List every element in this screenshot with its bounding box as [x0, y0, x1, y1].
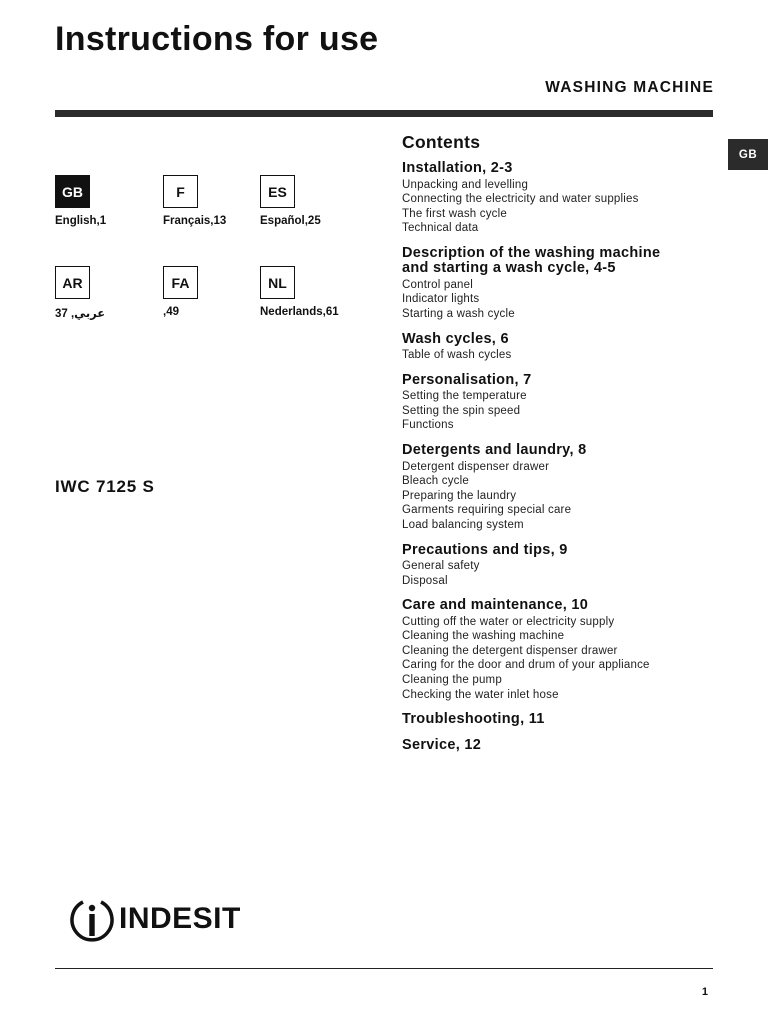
section-item[interactable]: Preparing the laundry [402, 489, 517, 502]
section-items [402, 178, 722, 236]
section-heading[interactable]: Detergents and laundry, 8 [402, 442, 587, 459]
language-label[interactable]: Nederlands,61 [260, 306, 339, 318]
contents-section [402, 543, 722, 589]
contents-section [402, 161, 722, 236]
section-heading[interactable]: Personalisation, 7 [402, 371, 532, 388]
page-number: 1 [701, 986, 708, 998]
language-label[interactable]: ,49 [163, 306, 179, 318]
language-label[interactable]: Français,13 [163, 215, 227, 227]
language-item-gb[interactable] [55, 175, 165, 227]
language-item-fa[interactable] [163, 266, 273, 318]
language-item-nl[interactable] [260, 266, 370, 318]
language-code-badge: GB [55, 175, 90, 208]
section-item[interactable]: Disposal [402, 574, 448, 587]
section-heading[interactable]: Service, 12 [402, 736, 482, 753]
section-items [402, 615, 722, 703]
language-label[interactable]: عربي, 37 [55, 308, 106, 320]
contents-sections [402, 161, 722, 753]
section-item[interactable]: Caring for the door and drum of your appliance [402, 659, 650, 672]
section-item[interactable]: Unpacking and levelling [402, 178, 529, 191]
section-heading[interactable]: Troubleshooting, 11 [402, 711, 545, 728]
section-items [402, 559, 722, 588]
language-code-badge: ES [260, 175, 295, 208]
section-item[interactable]: Cleaning the detergent dispenser drawer [402, 644, 618, 657]
contents-section [402, 443, 722, 532]
indesit-logo-icon [67, 894, 117, 944]
logo-wordmark: INDESIT [119, 902, 241, 935]
contents-section [402, 373, 722, 433]
contents-section [402, 332, 722, 363]
section-heading[interactable]: Precautions and tips, 9 [402, 541, 568, 558]
language-label[interactable]: English,1 [55, 215, 107, 227]
section-item[interactable]: Detergent dispenser drawer [402, 460, 550, 473]
section-item[interactable]: Starting a wash cycle [402, 308, 515, 321]
section-item[interactable]: Table of wash cycles [402, 349, 512, 362]
section-item[interactable]: Garments requiring special care [402, 504, 572, 517]
page-title: Instructions for use [55, 20, 379, 58]
section-item[interactable]: General safety [402, 560, 480, 572]
section-item[interactable]: Setting the spin speed [402, 404, 521, 417]
language-code-badge: NL [260, 266, 295, 299]
contents-title: Contents [402, 132, 481, 152]
section-items [402, 460, 722, 533]
section-items [402, 348, 722, 363]
language-label[interactable]: Español,25 [260, 215, 321, 227]
section-item[interactable]: Functions [402, 419, 454, 432]
section-heading[interactable]: Wash cycles, 6 [402, 330, 509, 347]
contents-section [402, 712, 722, 728]
section-items [402, 278, 722, 322]
section-item[interactable]: Cutting off the water or electricity supply [402, 615, 615, 628]
contents-section [402, 246, 722, 322]
section-item[interactable]: Connecting the electricity and water supplies [402, 193, 639, 206]
section-item[interactable]: Load balancing system [402, 518, 524, 531]
footer-divider [55, 968, 713, 969]
section-item[interactable]: Cleaning the pump [402, 674, 502, 687]
contents-panel [402, 132, 722, 763]
model-number: IWC 7125 S [55, 477, 155, 496]
header-divider [55, 110, 713, 117]
language-item-es[interactable] [260, 175, 370, 227]
language-item-ar[interactable] [55, 266, 165, 320]
section-item[interactable]: Bleach cycle [402, 475, 469, 488]
section-item[interactable]: Checking the water inlet hose [402, 688, 559, 701]
section-item[interactable]: The first wash cycle [402, 207, 507, 220]
section-items [402, 389, 722, 433]
section-item[interactable]: Cleaning the washing machine [402, 630, 565, 643]
indesit-logo [67, 894, 257, 944]
language-code-badge: FA [163, 266, 198, 299]
language-code-badge: AR [55, 266, 90, 299]
contents-section [402, 598, 722, 702]
page-subtitle: WASHING MACHINE [545, 79, 714, 96]
language-side-tab[interactable]: GB [728, 139, 768, 170]
section-heading[interactable]: Description of the washing machine and starting a wash cycle, 4-5 [402, 244, 661, 277]
language-item-f[interactable] [163, 175, 273, 227]
section-heading[interactable]: Installation, 2-3 [402, 160, 513, 176]
section-item[interactable]: Control panel [402, 278, 474, 291]
section-item[interactable]: Technical data [402, 222, 479, 235]
contents-section [402, 738, 722, 754]
section-item[interactable]: Setting the temperature [402, 390, 527, 403]
language-code-badge: F [163, 175, 198, 208]
section-heading[interactable]: Care and maintenance, 10 [402, 597, 589, 614]
section-item[interactable]: Indicator lights [402, 293, 480, 306]
